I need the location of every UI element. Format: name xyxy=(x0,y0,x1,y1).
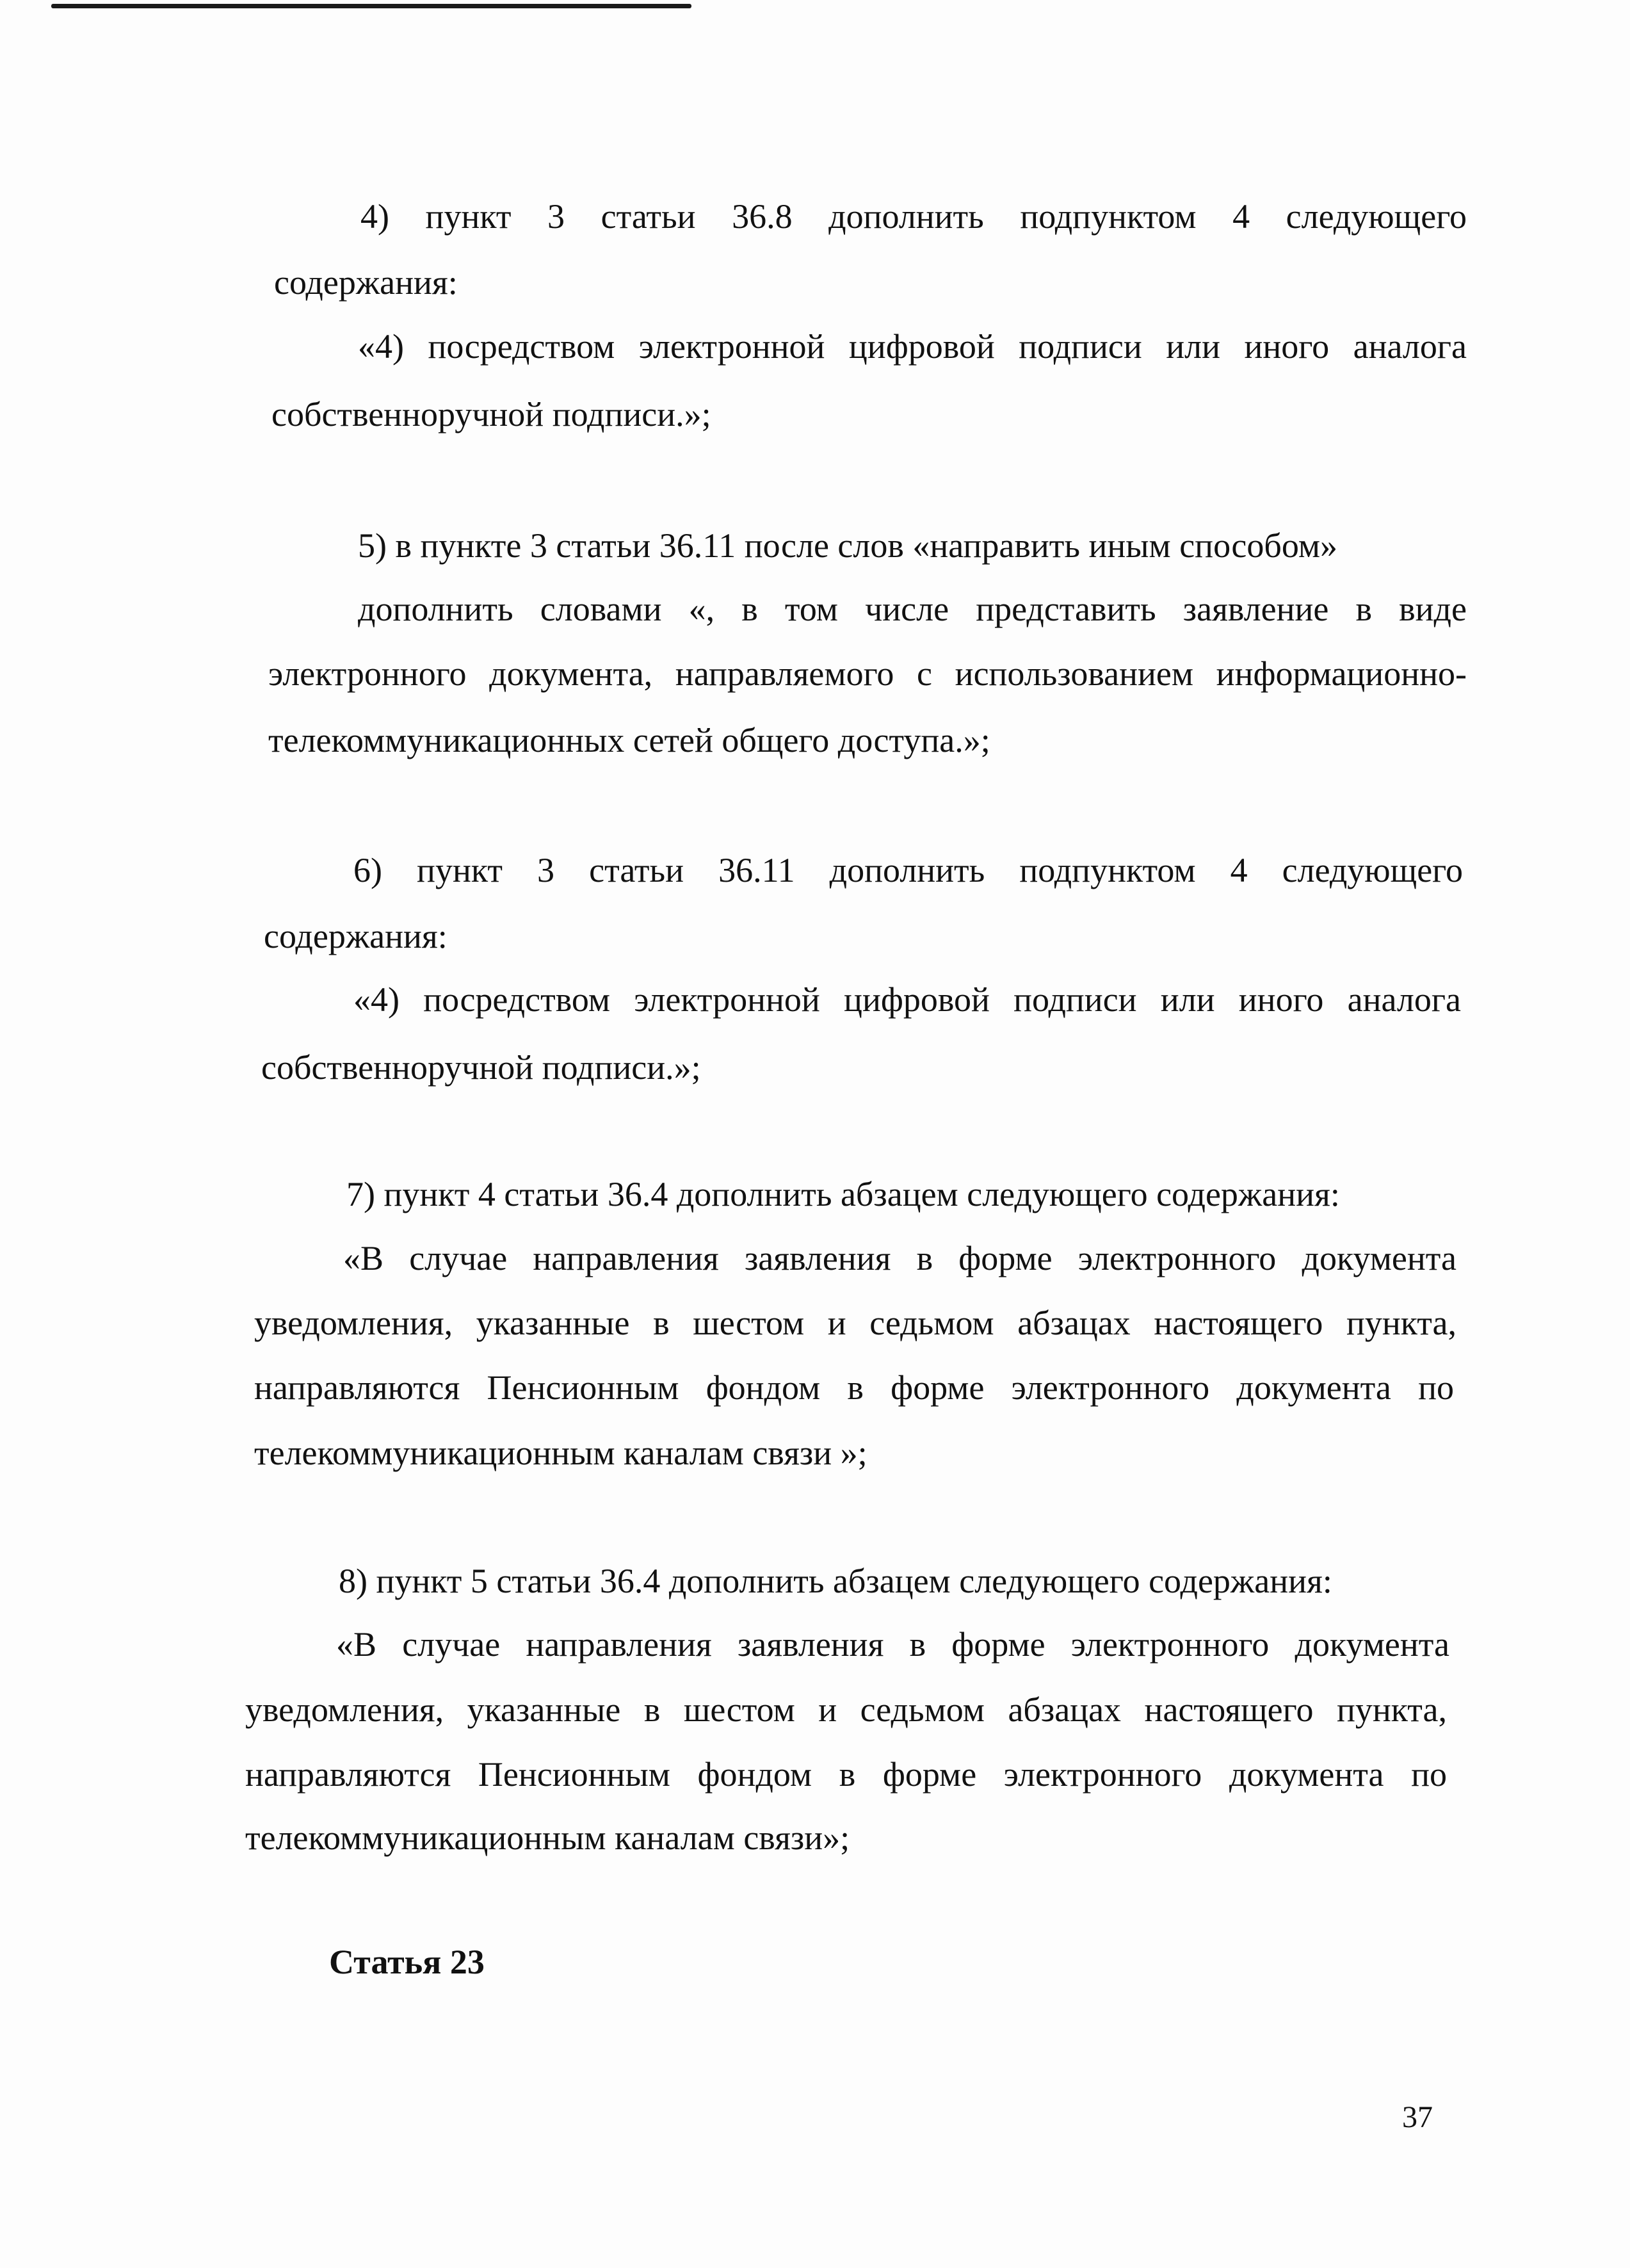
text-line: 5) в пункте 3 статьи 36.11 после слов «направить иным способом» xyxy=(358,526,1338,565)
text-line: «4) посредством электронной цифровой подписи или иного аналога xyxy=(358,327,1467,366)
text-line: 8) пункт 5 статьи 36.4 дополнить абзацем следующего содержания: xyxy=(339,1562,1332,1600)
article-heading: Статья 23 xyxy=(329,1943,485,1981)
text-line: собственноручной подписи.»; xyxy=(271,395,711,433)
text-line: уведомления, указанные в шестом и седьмом абзацах настоящего пункта, xyxy=(254,1304,1457,1342)
text-line: содержания: xyxy=(274,263,458,302)
text-line: направляются Пенсионным фондом в форме электронного документа по xyxy=(245,1755,1447,1794)
text-line: 6) пункт 3 статьи 36.11 дополнить подпунктом 4 следующего xyxy=(353,851,1463,889)
text-line: 7) пункт 4 статьи 36.4 дополнить абзацем следующего содержания: xyxy=(346,1175,1340,1213)
text-line: «В случае направления заявления в форме электронного документа xyxy=(343,1239,1457,1277)
text-line: телекоммуникационным каналам связи»; xyxy=(245,1818,850,1857)
text-line: направляются Пенсионным фондом в форме электронного документа по xyxy=(254,1368,1454,1407)
text-line: электронного документа, направляемого с использованием информационно- xyxy=(268,654,1467,693)
text-line: 4) пункт 3 статьи 36.8 дополнить подпунктом 4 следующего xyxy=(360,197,1467,236)
text-line: «В случае направления заявления в форме электронного документа xyxy=(336,1625,1449,1664)
page-number: 37 xyxy=(1402,2100,1433,2134)
text-line: собственноручной подписи.»; xyxy=(261,1048,701,1087)
text-line: содержания: xyxy=(264,917,448,955)
scan-edge-bar xyxy=(51,4,691,8)
text-line: телекоммуникационным каналам связи »; xyxy=(254,1434,867,1472)
text-line: уведомления, указанные в шестом и седьмом абзацах настоящего пункта, xyxy=(245,1690,1447,1729)
text-line: дополнить словами «, в том числе представить заявление в виде xyxy=(358,590,1467,628)
text-line: телекоммуникационных сетей общего доступа.»; xyxy=(268,721,990,759)
text-line: «4) посредством электронной цифровой подписи или иного аналога xyxy=(353,980,1461,1019)
